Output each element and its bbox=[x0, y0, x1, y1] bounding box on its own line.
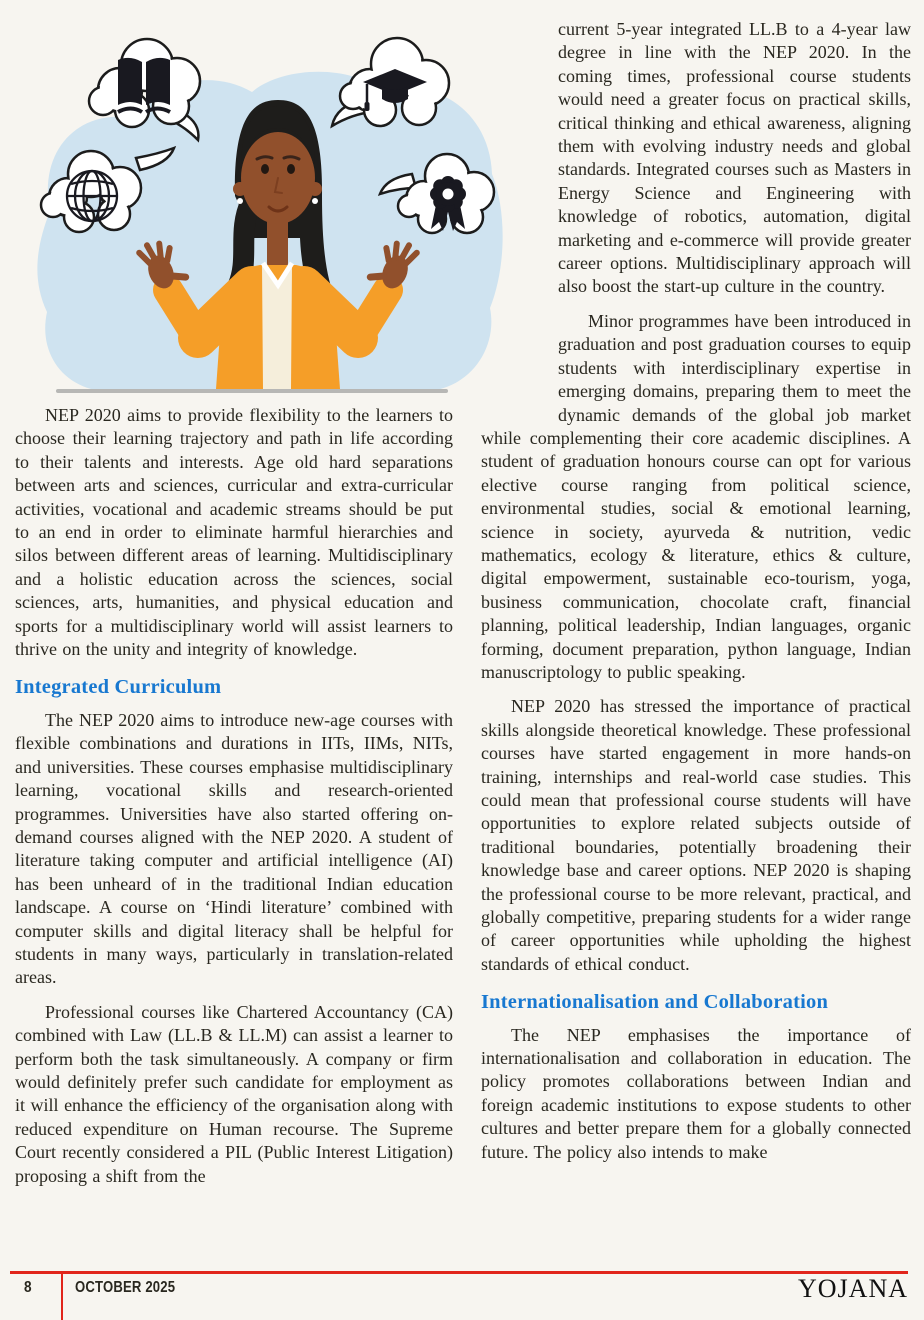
woman-eye bbox=[261, 164, 269, 174]
body-paragraph: NEP 2020 has stressed the importance of practical skills alongside theoretical knowledge. These professional courses have started engagement in more hands-on training, internships and real-world case studies. This could mean that professional course students will have opportunities to explore related subjects outside of traditional boundaries, potentially broadening their knowledge base and career options. NEP 2020 is shaping the professional course to be more relevant, practical, and globally competitive, preparing students for a wider range of career opportunities while upholding the highest standards of ethical conduct. bbox=[481, 696, 911, 974]
earring bbox=[312, 198, 318, 204]
body-paragraph: current 5-year integrated LL.B to a 4-year law degree in line with the NEP 2020. In the coming times, professional course students would need a greater focus on practical skills, critical thinking and ethical awareness, aligning them with evolving industry needs and global standards. Integrated courses such as Masters in Energy Science and Engineering with knowledge of robotics, automation, digital marketing and e-commerce will provide greater career options. Multidisciplinary approach will also boost the start-up culture in the country. bbox=[558, 19, 911, 297]
thought-bubble-graduation-cap bbox=[332, 38, 449, 126]
section-heading-integrated-curriculum: Integrated Curriculum bbox=[15, 676, 222, 699]
left-column bbox=[15, 404, 453, 1199]
body-paragraph: Professional courses like Chartered Accountancy (CA) combined with Law (LL.B & LL.M) can assist a learner to perform both the task simultaneously. A company or firm would definitely prefer such candidate for employment as it will enhance the efficiency of the organisation along with reduced expenditure on Human recourse. The Supreme Court recently considered a PIL (Public Interest Litigation) proposing a shift from the bbox=[15, 1001, 453, 1186]
issue-date: OCTOBER 2025 bbox=[75, 1279, 176, 1296]
footer-divider bbox=[61, 1271, 63, 1320]
magazine-name: YOJANA bbox=[798, 1274, 908, 1303]
woman-eye bbox=[287, 164, 295, 174]
body-paragraph: The NEP 2020 aims to introduce new-age courses with flexible combinations and durations in IITs, IIMs, NITs, and universities. These courses emphasise multidisciplinary learning, vocational skills and research-oriented programmes. Universities have also started offering on-demand courses aligned with the NEP 2020. A student of literature taking computer and artificial intelligence (AI) has been unheard of in the traditional Indian education landscape. A course on ‘Hindi literature’ combined with computer skills and digital literacy shall be helpful for students in many ways, particularly in translation-related areas. bbox=[15, 709, 453, 988]
page-number: 8 bbox=[24, 1279, 32, 1296]
body-paragraph: The NEP emphasises the importance of internationalisation and collaboration in education. The policy promotes collaborations between Indian and foreign academic institutions to expose students to other cultures and better prepare them for a globally connected future. The policy also intends to make bbox=[481, 1024, 911, 1162]
body-paragraph: NEP 2020 aims to provide flexibility to the learners to choose their learning trajectory and path in life according to their talents and interests. Age old hard separations between arts and sciences, curricular and extra-curricular activities, vocational and academic streams should be put to an end in order to eliminate harmful hierarchies and silos between different areas of learning. Multidisciplinary and a holistic education across the sciences, social sciences, arts, humanities, and physical education and sports for a multidisciplinary world will assist learners to thrive on the unity and integrity of knowledge. bbox=[15, 405, 453, 660]
illustration bbox=[20, 6, 512, 396]
body-paragraph: Minor programmes have been introduced in graduation and post graduation courses to equip students with interdisciplinary expertise in emerging domains, preparing them to meet the dynamic demands of the global job market while complementing their core academic disciplines. A student of graduation honours course can opt for various elective course ranging from political science, environmental studies, social & emotional learning, science in society, ayurveda & nutrition, vedic mathematics, ecology & literature, ethics & culture, digital empowerment, sustainable eco-tourism, yoga, business communication, chocolate craft, financial planning, political leadership, Indian languages, organic forming, document preparation, python language, Indian manuscriptology to public speaking. bbox=[481, 310, 911, 682]
illustration-wrap-spacer bbox=[481, 18, 558, 406]
right-column bbox=[481, 18, 911, 1175]
section-heading-internationalisation: Internationalisation and Collaboration bbox=[481, 991, 829, 1014]
earring bbox=[237, 198, 243, 204]
baseline-divider bbox=[56, 389, 448, 393]
footer-rule bbox=[10, 1271, 908, 1274]
illustration-svg bbox=[20, 6, 512, 396]
